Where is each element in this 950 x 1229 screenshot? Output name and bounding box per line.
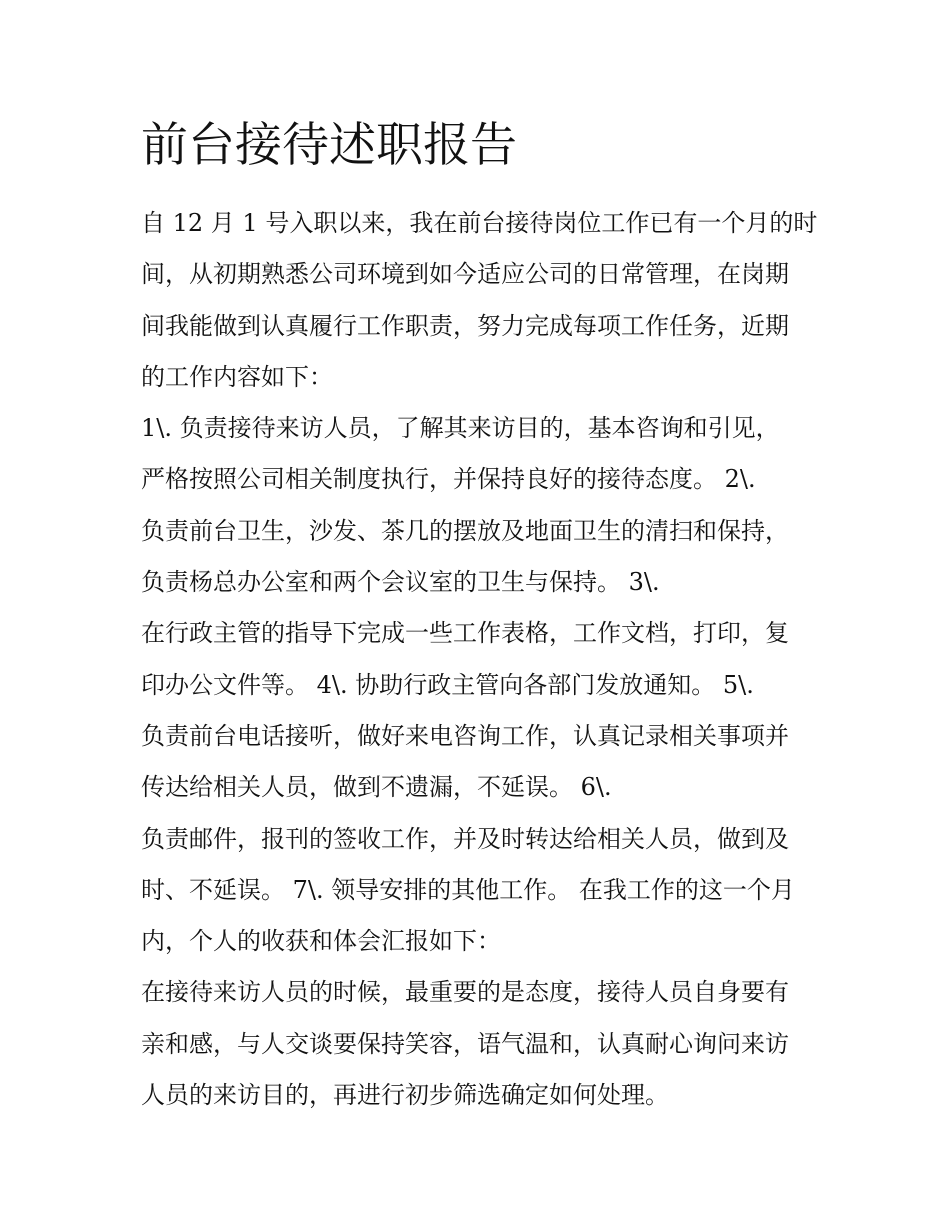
body-line: 在行政主管的指导下完成一些工作表格，工作文档，打印，复 (141, 619, 789, 648)
body-line: 负责前台电话接听，做好来电咨询工作，认真记录相关事项并 (141, 721, 789, 750)
document-body (141, 198, 821, 1121)
body-line: 自 12 月 1 号入职以来，我在前台接待岗位工作已有一个月的时 (141, 209, 818, 237)
body-line: 严格按照公司相关制度执行，并保持良好的接待态度。 2\. (141, 465, 756, 494)
body-line: 负责邮件，报刊的签收工作，并及时转达给相关人员，做到及 (141, 824, 789, 853)
body-line: 负责杨总办公室和两个会议室的卫生与保持。 3\. (141, 568, 660, 597)
body-line: 内，个人的收获和体会汇报如下： (141, 927, 501, 956)
body-line: 传达给相关人员，做到不遗漏，不延误。 6\. (141, 773, 612, 802)
body-line: 1\. 负责接待来访人员，了解其来访目的，基本咨询和引见， (141, 414, 780, 443)
body-line: 间，从初期熟悉公司环境到如今适应公司的日常管理，在岗期 (141, 260, 789, 289)
body-line: 印办公文件等。 4\. 协助行政主管向各部门发放通知。 5\. (141, 670, 754, 699)
body-line: 时、不延误。 7\. 领导安排的其他工作。 在我工作的这一个月 (141, 875, 795, 904)
body-line: 间我能做到认真履行工作职责，努力完成每项工作任务，近期 (141, 311, 789, 340)
document-title: 前台接待述职报告 (141, 118, 517, 173)
body-line: 的工作内容如下： (141, 362, 333, 391)
body-line: 在接待来访人员的时候，最重要的是态度，接待人员自身要有 (141, 978, 789, 1007)
body-line: 人员的来访目的，再进行初步筛选确定如何处理。 (141, 1081, 669, 1110)
body-line: 负责前台卫生，沙发、茶几的摆放及地面卫生的清扫和保持， (141, 516, 789, 545)
body-line: 亲和感，与人交谈要保持笑容，语气温和，认真耐心询问来访 (141, 1029, 789, 1058)
